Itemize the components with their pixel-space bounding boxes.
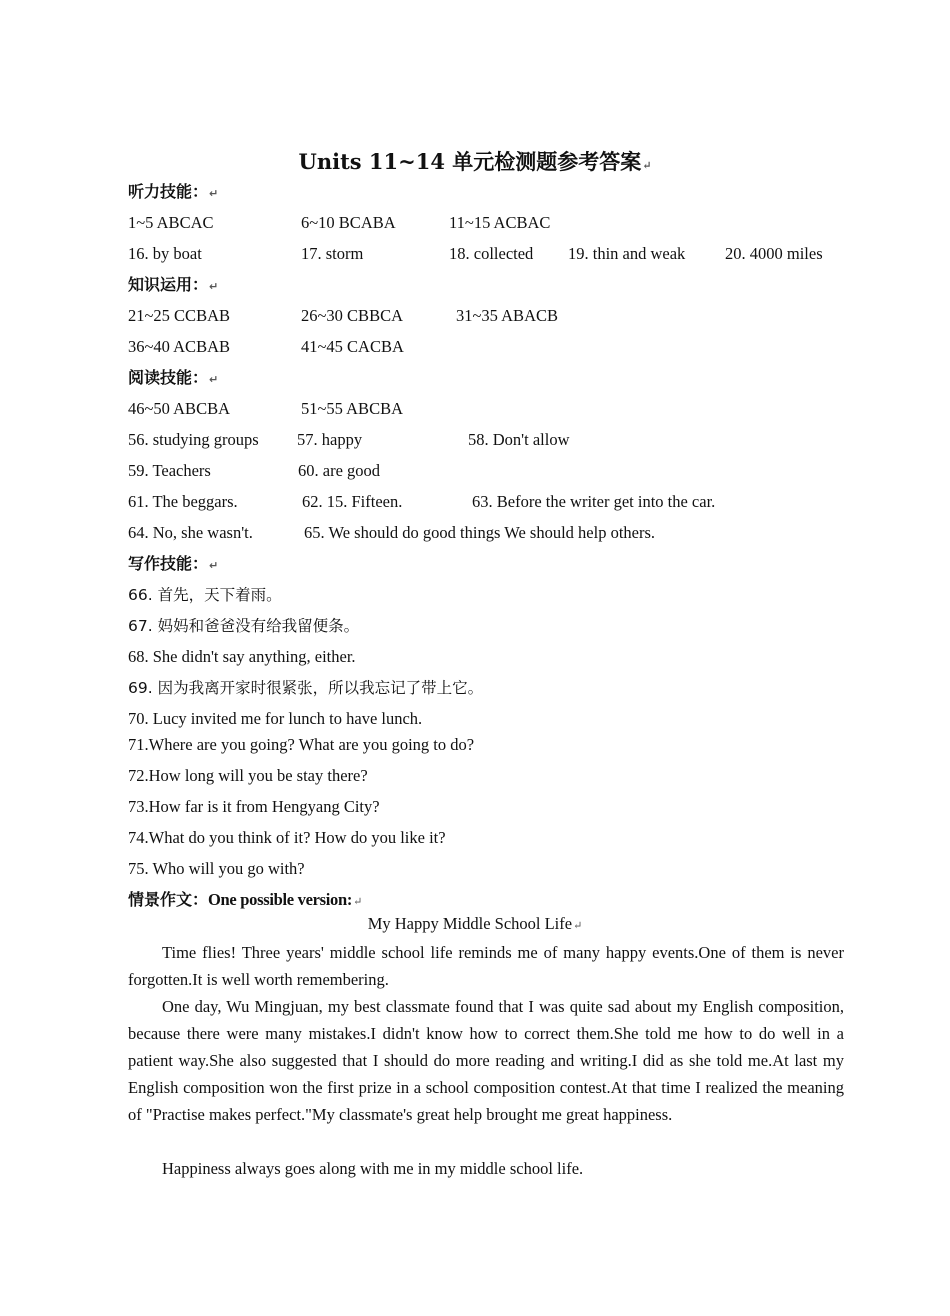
- section-composition-heading: 情景作文：One possible version:↵: [128, 890, 363, 909]
- essay-paragraph-3: Happiness always goes along with me in my middle school life.: [162, 1159, 584, 1178]
- answer-73: 73.How far is it from Hengyang City?: [128, 797, 380, 816]
- answer-46-50: 46~50 ABCBA: [128, 399, 230, 418]
- answer-58: 58. Don't allow: [468, 430, 570, 449]
- answer-11-15: 11~15 ACBAC: [449, 213, 551, 232]
- answer-72: 72.How long will you be stay there?: [128, 766, 368, 785]
- answer-57: 57. happy: [297, 430, 363, 449]
- answer-26-30: 26~30 CBBCA: [301, 306, 403, 325]
- answer-31-35: 31~35 ABACB: [456, 306, 558, 325]
- essay-paragraph-2: One day, Wu Mingjuan, my best classmate found that I was quite sad about my English composition, because there were many mistakes.I didn't know how to correct them.She told me how to do well in a patient way.She also suggested that I should do more reading and writing.I did as she told me.At last my English composition won the first prize in a school composition contest.At that time I realized the meaning of "Practise makes perfect."My classmate's great help brought me great happiness.: [128, 997, 844, 1124]
- answer-6-10: 6~10 BCABA: [301, 213, 396, 232]
- answer-70: 70. Lucy invited me for lunch to have lunch.: [128, 709, 423, 728]
- answer-62: 62. 15. Fifteen.: [302, 492, 403, 511]
- answer-19: 19. thin and weak: [568, 244, 686, 263]
- answer-51-55: 51~55 ABCBA: [301, 399, 403, 418]
- essay-paragraph-1: Time flies! Three years' middle school life reminds me of many happy events.One of them is never forgotten.It is well worth remembering.: [128, 943, 844, 989]
- answer-74: 74.What do you think of it? How do you like it?: [128, 828, 446, 847]
- answer-68: 68. She didn't say anything, either.: [128, 647, 356, 666]
- essay-title: My Happy Middle School Life↵: [367, 914, 583, 933]
- answer-69: 69. 因为我离开家时很紧张，所以我忘记了带上它。: [128, 679, 484, 697]
- answer-71: 71.Where are you going? What are you going to do?: [128, 735, 475, 754]
- answer-75: 75. Who will you go with?: [128, 859, 305, 878]
- answer-65: 65. We should do good things We should help others.: [304, 523, 656, 542]
- answer-21-25: 21~25 CCBAB: [128, 306, 230, 325]
- answer-41-45: 41~45 CACBA: [301, 337, 404, 356]
- answer-20: 20. 4000 miles: [725, 244, 823, 263]
- section-knowledge-heading: 知识运用：↵: [128, 275, 219, 294]
- section-writing-heading: 写作技能：↵: [128, 554, 219, 573]
- section-reading-heading: 阅读技能：↵: [128, 368, 219, 387]
- answer-36-40: 36~40 ACBAB: [128, 337, 230, 356]
- answer-60: 60. are good: [298, 461, 381, 480]
- answer-61: 61. The beggars.: [128, 492, 238, 511]
- answer-66: 66. 首先，天下着雨。: [128, 586, 282, 604]
- answer-56: 56. studying groups: [128, 430, 259, 449]
- answer-64: 64. No, she wasn't.: [128, 523, 253, 542]
- section-listening-heading: 听力技能：↵: [128, 182, 219, 201]
- answer-67: 67. 妈妈和爸爸没有给我留便条。: [128, 617, 360, 635]
- answer-1-5: 1~5 ABCAC: [128, 213, 214, 232]
- answer-16: 16. by boat: [128, 244, 202, 263]
- answer-63: 63. Before the writer get into the car.: [472, 492, 716, 511]
- page-title: Units 11~14 单元检测题参考答案↵: [298, 149, 652, 174]
- answer-17: 17. storm: [301, 244, 364, 263]
- answer-18: 18. collected: [449, 244, 534, 263]
- answer-59: 59. Teachers: [128, 461, 211, 480]
